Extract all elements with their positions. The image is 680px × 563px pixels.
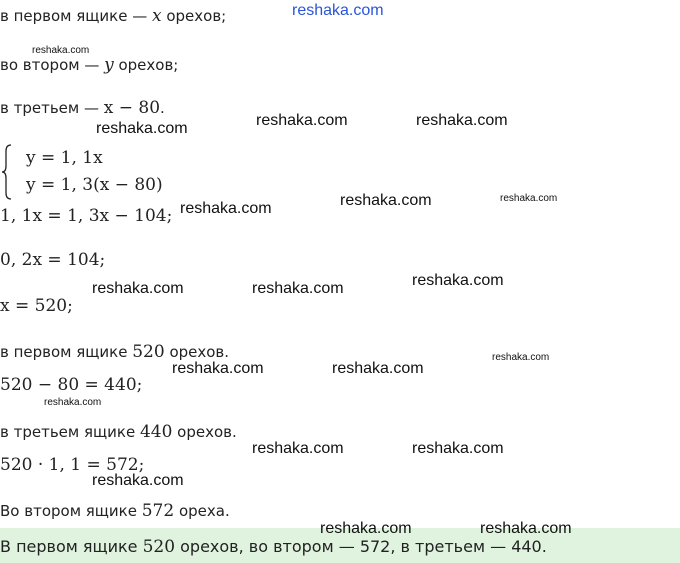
line-box1-text: в первом ящике —	[0, 7, 152, 25]
system-row-1: y = 1, 1x	[26, 148, 103, 168]
watermark: reshaka.com	[252, 280, 344, 297]
watermark: reshaka.com	[44, 397, 102, 408]
answer-text	[0, 537, 547, 557]
line-box3-tail: .	[160, 99, 165, 117]
var-y: y	[104, 55, 114, 75]
line-second-box-text: Во втором ящике	[0, 502, 142, 520]
equation-system	[0, 144, 200, 202]
line-box3	[0, 98, 165, 118]
watermark: reshaka.com	[500, 193, 558, 204]
line-box2-tail: орехов;	[113, 56, 179, 74]
watermark: reshaka.com	[32, 45, 90, 56]
answer-tail: орехов, во втором — 572, в третьем — 440.	[175, 537, 547, 556]
line-box2-math	[104, 55, 114, 75]
watermark: reshaka.com	[180, 200, 272, 217]
line-third-box	[0, 422, 237, 442]
line-box3-math: x − 80	[103, 98, 161, 118]
line-third-box-math: 440	[139, 422, 173, 442]
line-box1-math	[152, 6, 162, 26]
line-third-box-tail: орехов.	[172, 423, 237, 441]
line-first-box-text: в первом ящике	[0, 343, 133, 361]
equation-3: x = 520;	[0, 296, 73, 316]
line-second-box-math: 572	[141, 501, 175, 521]
equation-1: 1, 1x = 1, 3x − 104;	[0, 206, 173, 226]
line-first-box-tail: орехов.	[164, 343, 230, 361]
watermark: reshaka.com	[252, 440, 344, 457]
watermark-top: reshaka.com	[292, 2, 384, 19]
watermark: reshaka.com	[172, 360, 264, 377]
system-row-2: y = 1, 3(x − 80)	[26, 175, 163, 195]
line-box2	[0, 55, 178, 75]
line-box2-text: во втором —	[0, 56, 105, 74]
watermark: reshaka.com	[256, 112, 348, 129]
var-x: x	[152, 6, 162, 26]
line-third-box-text: в третьем ящике	[0, 423, 140, 441]
watermark: reshaka.com	[492, 352, 550, 363]
answer-pre: В первом ящике	[0, 537, 143, 556]
watermark: reshaka.com	[332, 360, 424, 377]
watermark: reshaka.com	[412, 272, 504, 289]
line-first-box-math: 520	[132, 342, 165, 362]
line-first-box	[0, 342, 229, 362]
line-second-box-tail: ореха.	[174, 502, 230, 520]
line-box1	[0, 6, 226, 26]
watermark: reshaka.com	[340, 192, 432, 209]
watermark: reshaka.com	[416, 112, 508, 129]
line-second-box	[0, 501, 230, 521]
equation-5: 520 · 1, 1 = 572;	[0, 455, 145, 475]
equation-4: 520 − 80 = 440;	[0, 375, 143, 395]
watermark: reshaka.com	[92, 280, 184, 297]
watermark: reshaka.com	[92, 472, 184, 489]
brace-icon	[2, 144, 12, 200]
watermark: reshaka.com	[412, 440, 504, 457]
line-box1-tail: орехов;	[161, 7, 227, 25]
answer-math: 520	[142, 537, 176, 557]
equation-2: 0, 2x = 104;	[0, 250, 106, 270]
watermark: reshaka.com	[320, 520, 412, 537]
line-box3-text: в третьем —	[0, 99, 104, 117]
watermark: reshaka.com	[480, 520, 572, 537]
watermark: reshaka.com	[96, 120, 188, 137]
